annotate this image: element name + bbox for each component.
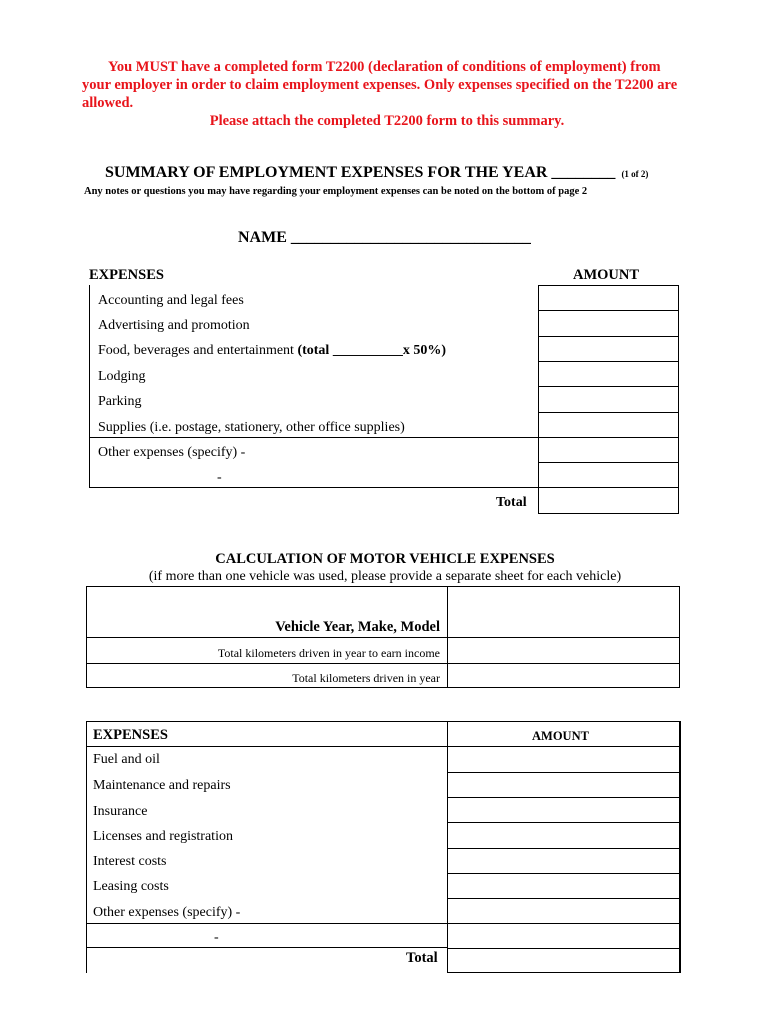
- vehicle-section-title: CALCULATION OF MOTOR VEHICLE EXPENSES: [215, 551, 555, 567]
- expense-lodging: Lodging: [98, 369, 146, 384]
- vehicle-expenses-total-label: Total: [406, 950, 438, 966]
- vehicle-expense-insurance: Insurance: [93, 804, 148, 819]
- amount-header: AMOUNT: [573, 267, 640, 283]
- vehicle-expense-licenses: Licenses and registration: [93, 829, 233, 844]
- employment-expenses-table: [89, 285, 679, 514]
- expense-accounting: Accounting and legal fees: [98, 293, 244, 308]
- expense-other-dash: -: [217, 470, 222, 485]
- expenses-header: EXPENSES: [89, 267, 164, 283]
- page-indicator: (1 of 2): [621, 169, 649, 179]
- km-income-label: Total kilometers driven in year to earn income: [217, 646, 440, 660]
- vehicle-amount-header: AMOUNT: [532, 729, 589, 743]
- expenses-total-label: Total: [496, 495, 527, 510]
- warning-notice: [82, 58, 692, 130]
- expense-supplies: Supplies (i.e. postage, stationery, other office supplies): [98, 420, 405, 435]
- warning-text: You MUST have a completed form T2200 (declaration of conditions of employment) from your employer in order to claim employment expenses. Only expenses specified on the T2200 are allowed.: [82, 59, 678, 111]
- vehicle-section-subtitle: (if more than one vehicle was used, please provide a separate sheet for each vehicle): [148, 569, 622, 584]
- expense-food: [98, 343, 446, 359]
- vehicle-expense-other: Other expenses (specify) -: [93, 905, 241, 920]
- expense-food-label: Food, beverages and entertainment: [98, 343, 298, 358]
- vehicle-model-label: Vehicle Year, Make, Model: [275, 619, 440, 635]
- km-total-label: Total kilometers driven in year: [292, 671, 440, 685]
- summary-title: [105, 164, 648, 182]
- summary-title-text: SUMMARY OF EMPLOYMENT EXPENSES FOR THE YEAR ________: [105, 164, 616, 181]
- vehicle-expense-interest: Interest costs: [93, 854, 167, 869]
- expense-advertising: Advertising and promotion: [98, 318, 250, 333]
- expense-other: Other expenses (specify) -: [98, 445, 246, 460]
- vehicle-expense-maintenance: Maintenance and repairs: [93, 778, 231, 793]
- expense-parking: Parking: [98, 394, 142, 409]
- notes-instruction: Any notes or questions you may have regarding your employment expenses can be noted on the bottom of page 2: [84, 186, 588, 197]
- vehicle-expense-leasing: Leasing costs: [93, 879, 169, 894]
- name-field[interactable]: NAME ______________________________: [238, 229, 531, 246]
- attach-instruction: Please attach the completed T2200 form to this summary.: [209, 113, 565, 129]
- expense-food-calc: (total __________x 50%): [297, 343, 446, 358]
- vehicle-model-field[interactable]: [448, 588, 679, 636]
- vehicle-expense-other-dash: -: [214, 930, 219, 945]
- vehicle-expense-fuel: Fuel and oil: [93, 752, 160, 767]
- vehicle-expenses-header: EXPENSES: [93, 727, 168, 743]
- vehicle-expenses-table: [86, 721, 680, 973]
